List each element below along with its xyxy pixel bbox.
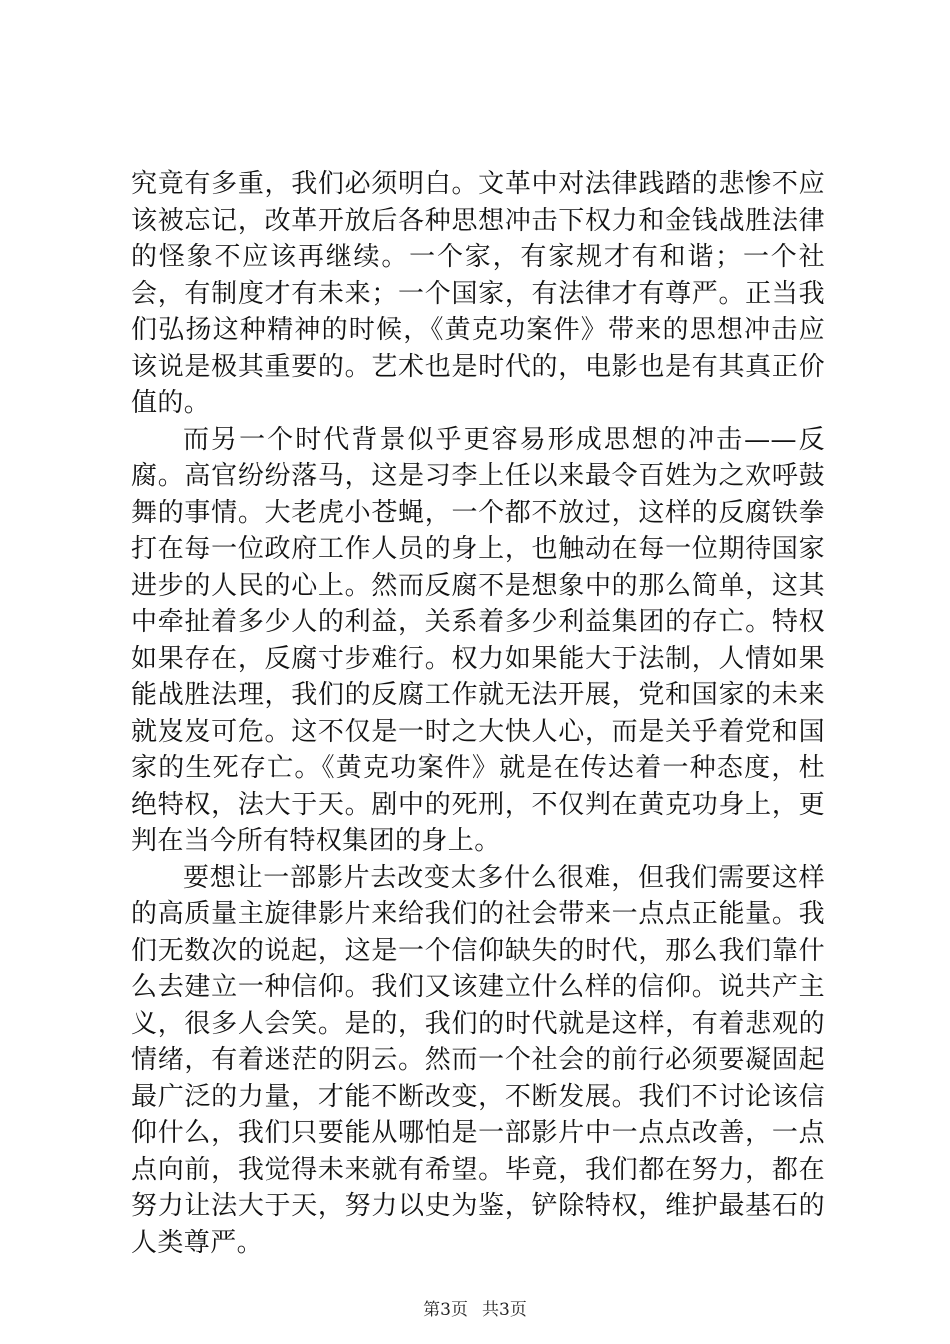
paragraph-continuation: 究竟有多重，我们必须明白。文革中对法律践踏的悲惨不应该被忘记，改革开放后各种思想冲击下权力和金钱战胜法律的怪象不应该再继续。一个家，有家规才有和谐；一个社会，有制度才有未来；一个国家，有法律才有尊严。正当我们弘扬这种精神的时候，《黄克功案件》带来的思想冲击应该说是极其重要的。艺术也是时代的，电影也是有其真正价值的。 [131, 169, 825, 418]
paragraph-conclusion: 要想让一部影片去改变太多什么很难，但我们需要这样的高质量主旋律影片来给我们的社会带来一点点正能量。我们无数次的说起，这是一个信仰缺失的时代，那么我们靠什么去建立一种信仰。我们又该建立什么样的信仰。说共产主义，很多人会笑。是的，我们的时代就是这样，有着悲观的情绪，有着迷茫的阴云。然而一个社会的前行必须要凝固起最广泛的力量，才能不断改变，不断发展。我们不讨论该信仰什么，我们只要能从哪怕是一部影片中一点点改善，一点点向前，我觉得未来就有希望。毕竟，我们都在努力，都在努力让法大于天，努力以史为鉴，铲除特权，维护最基石的人类尊严。 [131, 862, 825, 1258]
paragraph-anti-corruption: 而另一个时代背景似乎更容易形成思想的冲击——反腐。高官纷纷落马，这是习李上任以来最令百姓为之欢呼鼓舞的事情。大老虎小苍蝇，一个都不放过，这样的反腐铁拳打在每一位政府工作人员的身上，也触动在每一位期待国家进步的人民的心上。然而反腐不是想象中的那么简单，这其中牵扯着多少人的利益，关系着多少利益集团的存亡。特权如果存在，反腐寸步难行。权力如果能大于法制，人情如果能战胜法理，我们的反腐工作就无法开展，党和国家的未来就岌岌可危。这不仅是一时之大快人心，而是关乎着党和国家的生死存亡。《黄克功案件》就是在传达着一种态度，杜绝特权，法大于天。剧中的死刑，不仅判在黄克功身上，更判在当今所有特权集团的身上。 [131, 424, 825, 856]
page-total: 共3页 [482, 1300, 527, 1320]
document-body [131, 166, 825, 1261]
page-number: 第3页 [423, 1300, 468, 1320]
page-footer [0, 1300, 950, 1320]
